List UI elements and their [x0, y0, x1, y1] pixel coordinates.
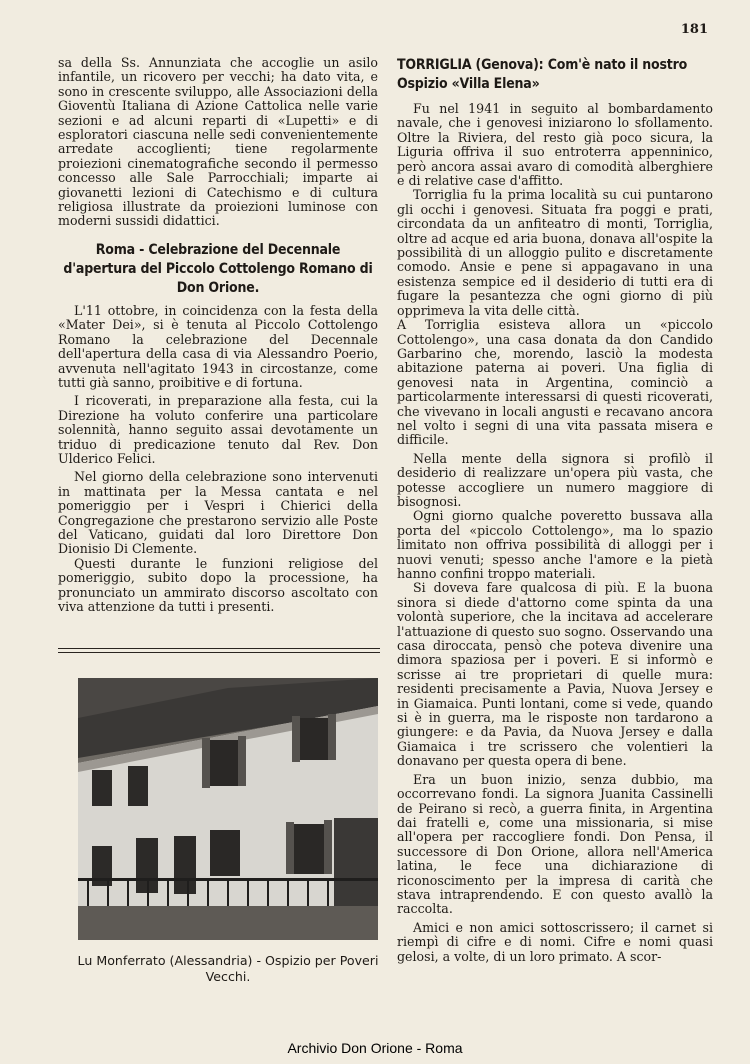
- paragraph-torriglia-3: A Torriglia esisteva allora un «piccolo Cottolengo», una casa donata da don Candido Garbarino che, morendo, lasciò la modesta abitazione paterna ai poveri. Una figlia di genovesi nata in Argentina, cominciò a particolarmente interessarsi di questi ricoverati, che vivevano in locali angusti e recavano ancora nel volto i segni di una vita passata misera e difficile.: [397, 317, 713, 448]
- paragraph-torriglia-6: Si doveva fare qualcosa di più. E la buona sinora si diede d'attorno come spinta da una volontà superiore, che la incitava ad accelerare l'attuazione di questo suo sogno. Osservando una casa diroccata, pensò che poteva divenire una dimora spaziosa per i poveri. E si informò e scrisse ai tre proprietari di quelle mura: residenti precisamente a Pavia, Nuova Jersey e in Giamaica. Punti lontani, come si vede, quando si è in guerra, ma le risposte non tardarono a giungere: e da Pavia, da Nuova Jersey e dalla Giamaica i tre scrissero che volentieri la donavano per questa opera di bene.: [397, 580, 713, 769]
- article-title-torriglia: TORRIGLIA (Genova): Com'è nato il nostro Ospizio «Villa Elena»: [397, 57, 688, 92]
- right-column: [397, 56, 713, 964]
- article-title-roma: Roma - Celebrazione del Decennale d'apertura del Piccolo Cottolengo Romano di Don Orione.: [63, 241, 373, 296]
- column-divider-rule: [58, 648, 380, 653]
- building-photo-illustration: [78, 678, 378, 940]
- paragraph-torriglia-7: Era un buon inizio, senza dubbio, ma occorrevano fondi. La signora Juanita Cassinelli de Peirano si recò, a guerra finita, in Argentina dai fratelli e, come una missionaria, si mise all'opera per raccogliere fondi. Don Pensa, il successore di Don Orione, allora nell'America latina, le fece una dichiarazione di riconoscimento per la impresa di carità che stava intraprendendo. E con questo avallò la raccolta.: [397, 771, 713, 917]
- left-column: [58, 56, 378, 614]
- paragraph-torriglia-5: Ogni giorno qualche poveretto bussava alla porta del «piccolo Cottolengo», ma lo spazio limitato non offriva possibilità di alloggi per i nuovi venuti; spesso anche l'amore e la pietà hanno confini troppo materiali.: [397, 508, 713, 581]
- paragraph-torriglia-8: Amici e non amici sottoscrissero; il carnet si riempì di cifre e di nomi. Cifre e nomi quasi gelosi, a volte, di un loro primato. A scor-: [397, 919, 713, 964]
- paragraph-torriglia-1: Fu nel 1941 in seguito al bombardamento navale, che i genovesi iniziarono lo sfollamento. Oltre la Riviera, del resto già poco sicura, la Liguria offriva il suo entroterra appenninico, però ancora assai avaro di comodità alberghiere e di relative case d'affitto.: [397, 101, 713, 189]
- photo-lu-monferrato: [78, 678, 378, 940]
- paragraph-roma-2: I ricoverati, in preparazione alla festa, cui la Direzione ha voluto conferire una particolare solennità, hanno seguito assai devotamente un triduo di predicazione tenuto dal Rev. Don Ulderico Felici.: [58, 393, 378, 466]
- paragraph-torriglia-2: Torriglia fu la prima località su cui puntarono gli occhi i genovesi. Situata fra poggi e prati, circondata da un anfiteatro di monti, Torriglia, oltre ad acque ed aria buona, donava all'ospite la possibilità di un alloggio pulito e discretamente comodo. Ansie e pene si appagavano in una esistenza sempice ed il desiderio di tutti era di fugare la pesantezza che ogni giorno di più opprimeva la vita delle città.: [397, 187, 713, 318]
- paragraph-roma-3: Nel giorno della celebrazione sono intervenuti in mattinata per la Messa cantata e nel pomeriggio per i Vespri i Chierici della Congregazione che prestarono servizio alle Poste del Vaticano, guidati dal loro Direttore Don Dionisio Di Clemente.: [58, 469, 378, 557]
- paragraph-torriglia-4: Nella mente della signora si profilò il desiderio di realizzare un'opera più vasta, che potesse accogliere un numero maggiore di bisognosi.: [397, 450, 713, 509]
- page-number: 181: [680, 22, 708, 37]
- paragraph-roma-1: L'11 ottobre, in coincidenza con la festa della «Mater Dei», si è tenuta al Piccolo Cottolengo Romano la celebrazione del Decennale dell'apertura della casa di via Alessandro Poerio, avvenuta nell'agitato 1943 in circostanze, come tutti già sanno, proibitive e di fortuna.: [58, 302, 378, 390]
- archive-footer: Archivio Don Orione - Roma: [287, 1040, 463, 1056]
- paragraph-roma-4: Questi durante le funzioni religiose del pomeriggio, subito dopo la processione, ha pronunciato un ammirato discorso ascoltato con viva attenzione da tutti i presenti.: [58, 555, 378, 614]
- photo-caption: Lu Monferrato (Alessandria) - Ospizio per Poveri Vecchi.: [77, 953, 379, 984]
- intro-paragraph: sa della Ss. Annunziata che accoglie un asilo infantile, un ricovero per vecchi; ha dato vita, e sono in crescente sviluppo, alle Associazioni della Gioventù Italiana di Azione Cattolica nelle varie sezioni e ad alcuni reparti di «Lupetti» e di esploratori ciascuna nelle sedi convenientemente arredate accoglienti; tiene regolarmente proiezioni cinematografiche secondo il permesso concesso alle Sale Parrocchiali; imparte ai giovanetti lezioni di Catechismo e di cultura religiosa illustrate da proiezioni luminose con moderni sussidi didattici.: [58, 55, 378, 229]
